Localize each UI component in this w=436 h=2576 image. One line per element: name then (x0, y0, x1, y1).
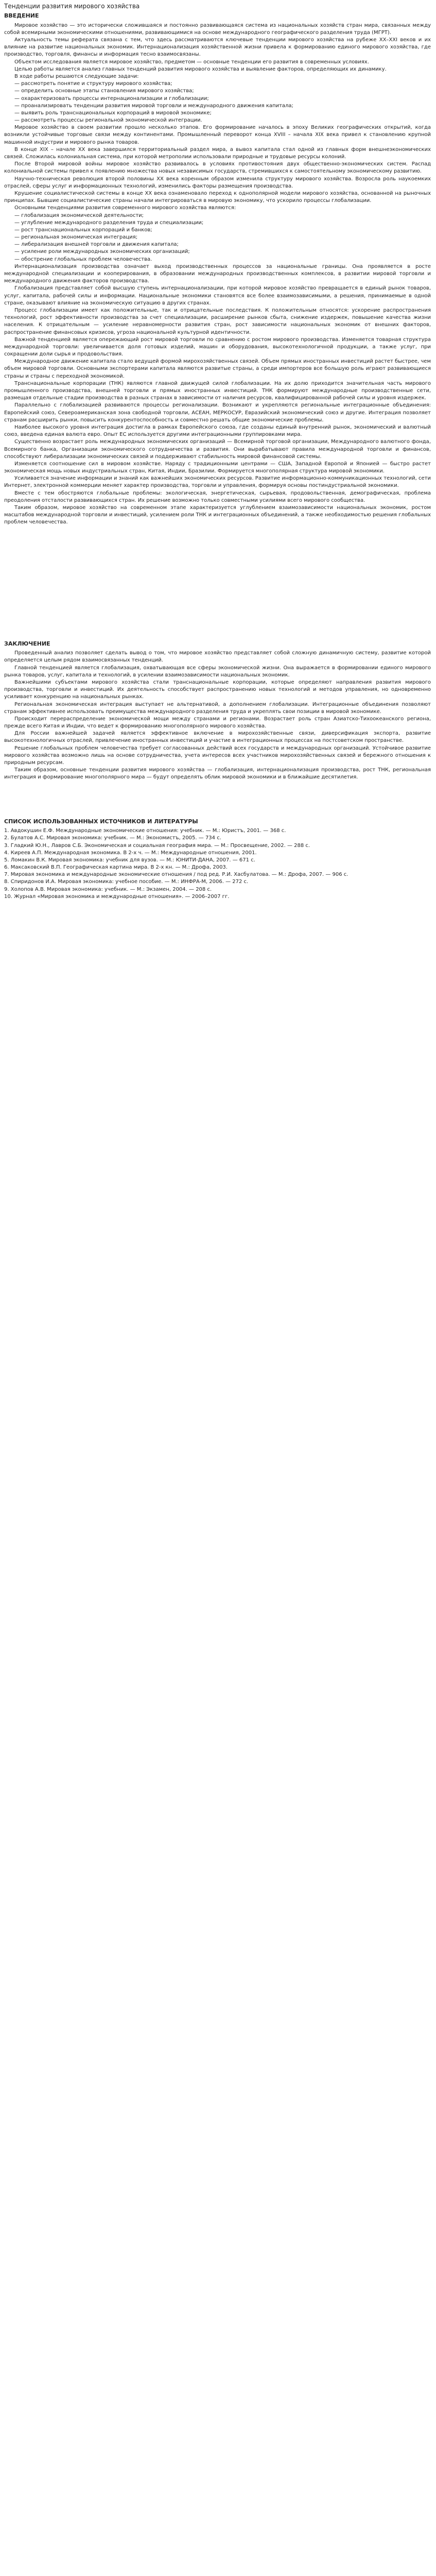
intro-paragraph: Наиболее высокого уровня интеграция достигла в рамках Европейского союза, где созданы единый внутренний рынок, экономический и валютный союз, введена единая валюта евро. Опыт ЕС используется другими интеграционными группировками мира. (4, 424, 431, 438)
reference-item: 8. Спиридонов И.А. Мировая экономика: учебное пособие. — М.: ИНФРА-М, 2006. — 272 с. (4, 879, 249, 885)
intro-paragraph: — обострение глобальных проблем человечества. (14, 256, 152, 262)
intro-paragraph: — глобализация экономической деятельности; (14, 212, 144, 218)
references-list (4, 827, 431, 901)
reference-item: 10. Журнал «Мировая экономика и международные отношения». — 2006–2007 гг. (4, 893, 230, 900)
intro-paragraph: Крушение социалистической системы в конце XX века ознаменовало переход к однополярной модели мирового хозяйства, основанной на рыночных принципах. Бывшие социалистические страны начали интегрироваться в мировую экономику, что ускорило процессы глобализации. (4, 190, 431, 204)
intro-paragraph: Таким образом, мировое хозяйство на современном этапе характеризуется углублением взаимозависимости национальных экономик, ростом масштабов международной торговли и инвестиций, усилением роли ТНК и интеграционных объединений, а также необходимостью решения глобальных проблем человечества. (4, 505, 431, 526)
reference-item: 5. Ломакин В.К. Мировая экономика: учебник для вузов. — М.: ЮНИТИ-ДАНА, 2007. — 671 с. (4, 857, 255, 863)
intro-paragraph: Актуальность темы реферата связана с тем, что здесь рассматриваются ключевые тенденции мирового хозяйства на рубеже XX–XXI веков и их влияние на развитие национальных экономик. Интернационализация хозяйственной жизни привела к формированию единого мирового хозяйства, где производство, торговля, финансы и информация тесно взаимосвязаны. (4, 37, 431, 58)
intro-paragraph: Вместе с тем обостряются глобальные проблемы: экологическая, энергетическая, сырьевая, продовольственная, демографическая, проблема преодоления отсталости развивающихся стран. Их решение возможно только совместными усилиями всего мирового сообщества. (4, 490, 431, 503)
blank-spacer (4, 527, 431, 635)
intro-paragraph: Процесс глобализации имеет как положительные, так и отрицательные последствия. К положительным относятся: ускорение распространения технологий, рост эффективности производства за счет специализации, расширение рынков сбыта, снижение издержек, повышение качества жизни населения. К отрицательным — усиление неравномерности развития стран, рост зависимости национальных экономик от внешних факторов, распространение финансовых кризисов, угроза национальной культурной идентичности. (4, 307, 431, 335)
conclusion-paragraph: Таким образом, основные тенденции развития мирового хозяйства — глобализация, интернационализация производства, рост ТНК, региональная интеграция и формирование многополярного мира — будут определять облик мировой экономики и в ближайшие десятилетия. (4, 767, 431, 781)
document-title: Тенденции развития мирового хозяйства (4, 3, 140, 10)
intro-paragraph: — углубление международного разделения труда и специализации; (14, 219, 204, 226)
intro-paragraph: Мировое хозяйство — это исторически сложившаяся и постоянно развивающаяся система из национальных хозяйств стран мира, связанных между собой всемирными экономическими отношениями, развивающимися на основе международного географического разделения труда (МГРТ). (4, 22, 431, 36)
conclusion-paragraph: Происходит перераспределение экономической мощи между странами и регионами. Возрастает роль стран Азиатско-Тихоокеанского региона, прежде всего Китая и Индии, что ведет к формированию многополярного мирового хозяйства. (4, 716, 431, 730)
intro-paragraph: Транснациональные корпорации (ТНК) являются главной движущей силой глобализации. На их долю приходится значительная часть мирового промышленного производства, внешней торговли и прямых иностранных инвестиций. ТНК формируют международные производственные сети, размещая отдельные стадии производства в разных странах в зависимости от наличия ресурсов, квалифицированной рабочей силы и уровня издержек. (4, 380, 431, 401)
intro-heading: ВВЕДЕНИЕ (4, 12, 39, 20)
reference-item: 9. Холопов А.В. Мировая экономика: учебник. — М.: Экзамен, 2004. — 208 с. (4, 886, 212, 892)
references-heading: СПИСОК ИСПОЛЬЗОВАННЫХ ИСТОЧНИКОВ И ЛИТЕРАТУРЫ (4, 818, 198, 825)
intro-paragraph: Мировое хозяйство в своем развитии прошло несколько этапов. Его формирование началось в эпоху Великих географических открытий, когда возникли устойчивые торговые связи между континентами. Промышленный переворот конца XVIII – начала XIX века привел к становлению крупной машинной индустрии и мирового рынка товаров. (4, 125, 431, 145)
intro-paragraph: Научно-техническая революция второй половины XX века коренным образом изменила структуру мирового хозяйства. Возросла роль наукоемких отраслей, сферы услуг и информационных технологий, изменились факторы размещения производства. (4, 176, 431, 189)
intro-paragraph: — охарактеризовать процессы интернационализации и глобализации; (14, 95, 209, 101)
reference-item: 3. Гладкий Ю.Н., Лавров С.Б. Экономическая и социальная география мира. — М.: Просвещение, 2002. — 288 с. (4, 842, 310, 849)
intro-paragraph: — региональная экономическая интеграция; (14, 234, 138, 241)
conclusion-paragraph: Региональная экономическая интеграция выступает не альтернативой, а дополнением глобализации. Интеграционные объединения позволяют странам эффективнее использовать преимущества международного разделения труда и укреплять свои позиции в мировой экономике. (4, 701, 431, 715)
conclusion-body (4, 650, 431, 781)
intro-paragraph: После Второй мировой войны мировое хозяйство развивалось в условиях противостояния двух общественно-экономических систем. Распад колониальной системы привел к появлению множества новых независимых государств, стремившихся к самостоятельному экономическому развитию. (4, 161, 431, 175)
intro-section (4, 12, 431, 527)
conclusion-heading: ЗАКЛЮЧЕНИЕ (4, 640, 50, 647)
intro-paragraph: — рассмотреть понятие и структуру мирового хозяйства; (14, 81, 172, 87)
reference-item: 4. Киреев А.П. Международная экономика. В 2-х ч. — М.: Международные отношения, 2001. (4, 850, 257, 856)
document-page (0, 0, 436, 911)
intro-paragraph: — выявить роль транснациональных корпораций в мировой экономике; (14, 110, 212, 116)
intro-paragraph: — рост транснациональных корпораций и банков; (14, 227, 152, 233)
conclusion-paragraph: Решение глобальных проблем человечества требует согласованных действий всех государств и международных организаций. Устойчивое развитие мирового хозяйства возможно лишь на основе сотрудничества, учета интересов всех участников мирохозяйственных связей и бережного отношения к природным ресурсам. (4, 745, 431, 766)
conclusion-paragraph: Важнейшими субъектами мирового хозяйства стали транснациональные корпорации, которые определяют направления развития мирового производства, торговли и инвестиций. Их деятельность способствует распространению новых технологий и методов управления, но одновременно усиливает конкуренцию на национальных рынках. (4, 679, 431, 700)
reference-item: 7. Мировая экономика и международные экономические отношения / под ред. Р.И. Хасбулатова. — М.: Дрофа, 2007. — 906 с. (4, 872, 348, 878)
reference-item: 1. Авдокушин Е.Ф. Международные экономические отношения: учебник. — М.: Юристъ, 2001. — 368 с. (4, 828, 286, 834)
intro-paragraph: — проанализировать тенденции развития мировой торговли и международного движения капитала; (14, 103, 293, 109)
conclusion-section (4, 640, 431, 782)
reference-item: 2. Булатов А.С. Мировая экономика: учебник. — М.: Экономистъ, 2005. — 734 с. (4, 835, 221, 841)
intro-paragraph: Интернационализация производства означает выход производственных процессов за национальные границы. Она проявляется в росте международной специализации и кооперирования, в образовании международных производственных комплексов, в развитии мировой торговли и международного движения факторов производства. (4, 263, 431, 284)
intro-paragraph: — либерализация внешней торговли и движения капитала; (14, 242, 179, 248)
conclusion-paragraph: Главной тенденцией является глобализация, охватывающая все сферы экономической жизни. Она выражается в формировании единого мирового рынка товаров, услуг, капитала и технологий, в усилении взаимозависимости национальных экономик. (4, 665, 431, 678)
reference-item: 6. Максаковский В.П. Географическая картина мира. В 2-х кн. — М.: Дрофа, 2003. (4, 865, 228, 871)
intro-paragraph: Основными тенденциями развития современного мирового хозяйства являются: (14, 205, 236, 211)
references-section (4, 818, 431, 901)
intro-paragraph: Международное движение капитала стало ведущей формой мирохозяйственных связей. Объем прямых иностранных инвестиций растет быстрее, чем объем мировой торговли. Основными экспортерами капитала являются развитые страны, а среди импортеров все большую роль играют развивающиеся страны и страны с переходной экономикой. (4, 359, 431, 379)
intro-paragraph: Целью работы является анализ главных тенденций развития мирового хозяйства и выявление факторов, определяющих их динамику. (14, 66, 387, 72)
intro-paragraph: Усиливается значение информации и знаний как важнейших экономических ресурсов. Развитие информационно-коммуникационных технологий, сети Интернет, электронной коммерции меняет характер производства, торговли и управления, формируя основы постиндустриальной экономики. (4, 476, 431, 489)
intro-paragraph: Важной тенденцией является опережающий рост мировой торговли по сравнению с ростом мирового производства. Изменяется товарная структура международной торговли: увеличивается доля готовых изделий, машин и оборудования, высокотехнологичной продукции, а также услуг, при сокращении доли сырья и продовольствия. (4, 336, 431, 358)
intro-paragraph: Объектом исследования является мировое хозяйство, предметом — основные тенденции его развития в современных условиях. (14, 59, 369, 65)
intro-paragraph: Существенно возрастает роль международных экономических организаций — Всемирной торговой организации, Международного валютного фонда, Всемирного банка, Организации экономического сотрудничества и развития. Они вырабатывают правила международной торговли и финансов, способствуют либерализации экономических связей и поддерживают стабильность мировой финансовой системы. (4, 439, 431, 460)
intro-paragraph: В конце XIX – начале XX века завершился территориальный раздел мира, а вывоз капитала стал одной из главных форм внешнеэкономических связей. Сложилась колониальная система, при которой метрополии использовали природные и трудовые ресурсы колоний. (4, 146, 431, 160)
conclusion-paragraph: Для России важнейшей задачей является эффективное включение в мирохозяйственные связи, диверсификация экспорта, развитие высокотехнологичных отраслей, привлечение иностранных инвестиций и участие в интеграционных процессах на постсоветском пространстве. (4, 731, 431, 744)
intro-paragraph: — определить основные этапы становления мирового хозяйства; (14, 88, 194, 94)
conclusion-paragraph: Проведенный анализ позволяет сделать вывод о том, что мировое хозяйство представляет собой сложную динамичную систему, развитие которой определяется целым рядом взаимосвязанных тенденций. (4, 650, 431, 664)
intro-body (4, 22, 431, 527)
intro-paragraph: Параллельно с глобализацией развиваются процессы регионализации. Возникают и укрепляются региональные интеграционные объединения: Европейский союз, Североамериканская зона свободной торговли, АСЕАН, МЕРКОСУР, Евразийский экономический союз и другие. Интеграция позволяет странам расширить рынки, повысить конкурентоспособность и совместно решать общие экономические проблемы. (4, 402, 431, 423)
intro-paragraph: Глобализация представляет собой высшую ступень интернационализации, при которой мировое хозяйство превращается в единый рынок товаров, услуг, капитала, рабочей силы и информации. Национальные экономики становятся все более взаимозависимыми, а решения, принимаемые в одной стране, оказывают влияние на экономическую ситуацию в других странах. (4, 285, 431, 306)
intro-paragraph: В ходе работы решаются следующие задачи: (14, 73, 139, 79)
blank-spacer-2 (4, 782, 431, 812)
intro-paragraph: Изменяется соотношение сил в мировом хозяйстве. Наряду с традиционными центрами — США, Западной Европой и Японией — быстро растет экономическая мощь новых индустриальных стран, Китая, Индии, Бразилии. Формируется многополярная структура мировой экономики. (4, 461, 431, 474)
intro-paragraph: — рассмотреть процессы региональной экономической интеграции. (14, 117, 202, 124)
intro-paragraph: — усиление роли международных экономических организаций; (14, 249, 190, 255)
